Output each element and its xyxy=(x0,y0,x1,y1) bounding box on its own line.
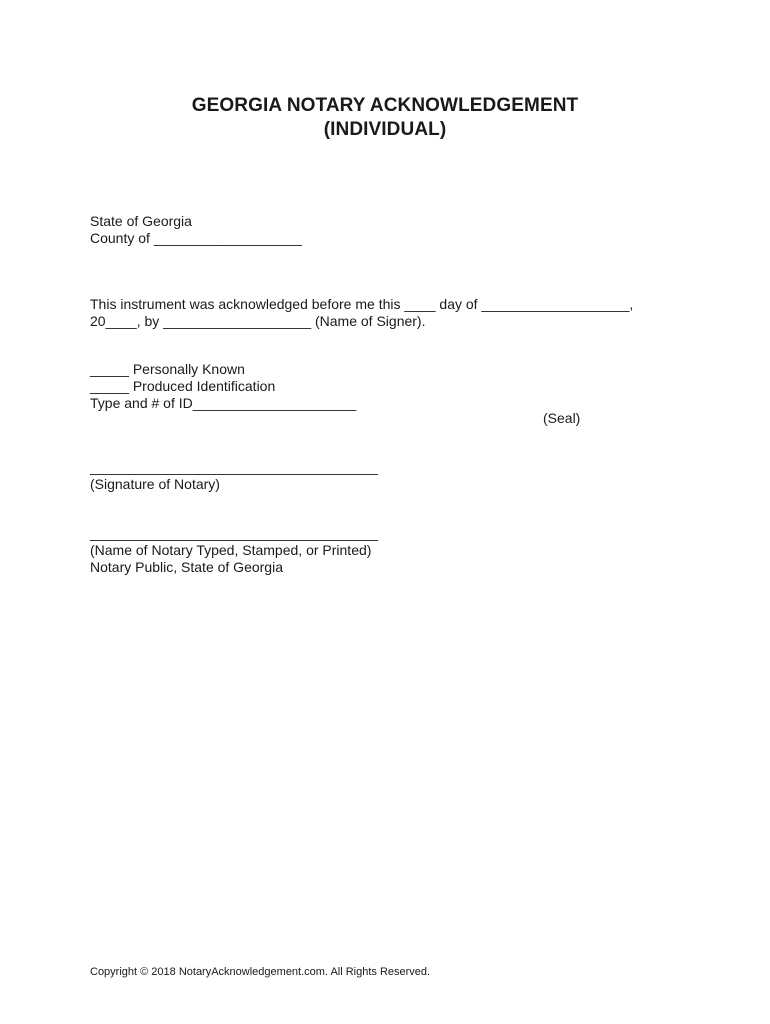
document-subtitle: (INDIVIDUAL) xyxy=(323,119,447,140)
acknowledgement-line-1: This instrument was acknowledged before me this ____ day of ___________________, xyxy=(90,296,634,312)
id-type-line: Type and # of ID_____________________ xyxy=(90,395,357,411)
notary-public-label: Notary Public, State of Georgia xyxy=(90,559,283,575)
acknowledgement-line-2: 20____, by ___________________ (Name of Signer). xyxy=(90,313,426,329)
signature-underline: _____________________________________ xyxy=(90,459,379,475)
copyright-footer: Copyright © 2018 NotaryAcknowledgement.com. All Rights Reserved. xyxy=(90,966,431,978)
document-title: GEORGIA NOTARY ACKNOWLEDGEMENT xyxy=(191,95,579,116)
produced-identification-line: _____ Produced Identification xyxy=(90,378,276,394)
seal-label: (Seal) xyxy=(543,410,581,426)
notary-name-underline: _____________________________________ xyxy=(90,525,379,541)
personally-known-line: _____ Personally Known xyxy=(90,361,245,377)
state-line: State of Georgia xyxy=(90,213,192,229)
notary-name-label: (Name of Notary Typed, Stamped, or Printed) xyxy=(90,542,372,558)
county-line: County of ___________________ xyxy=(90,230,302,246)
signature-label: (Signature of Notary) xyxy=(90,476,220,492)
